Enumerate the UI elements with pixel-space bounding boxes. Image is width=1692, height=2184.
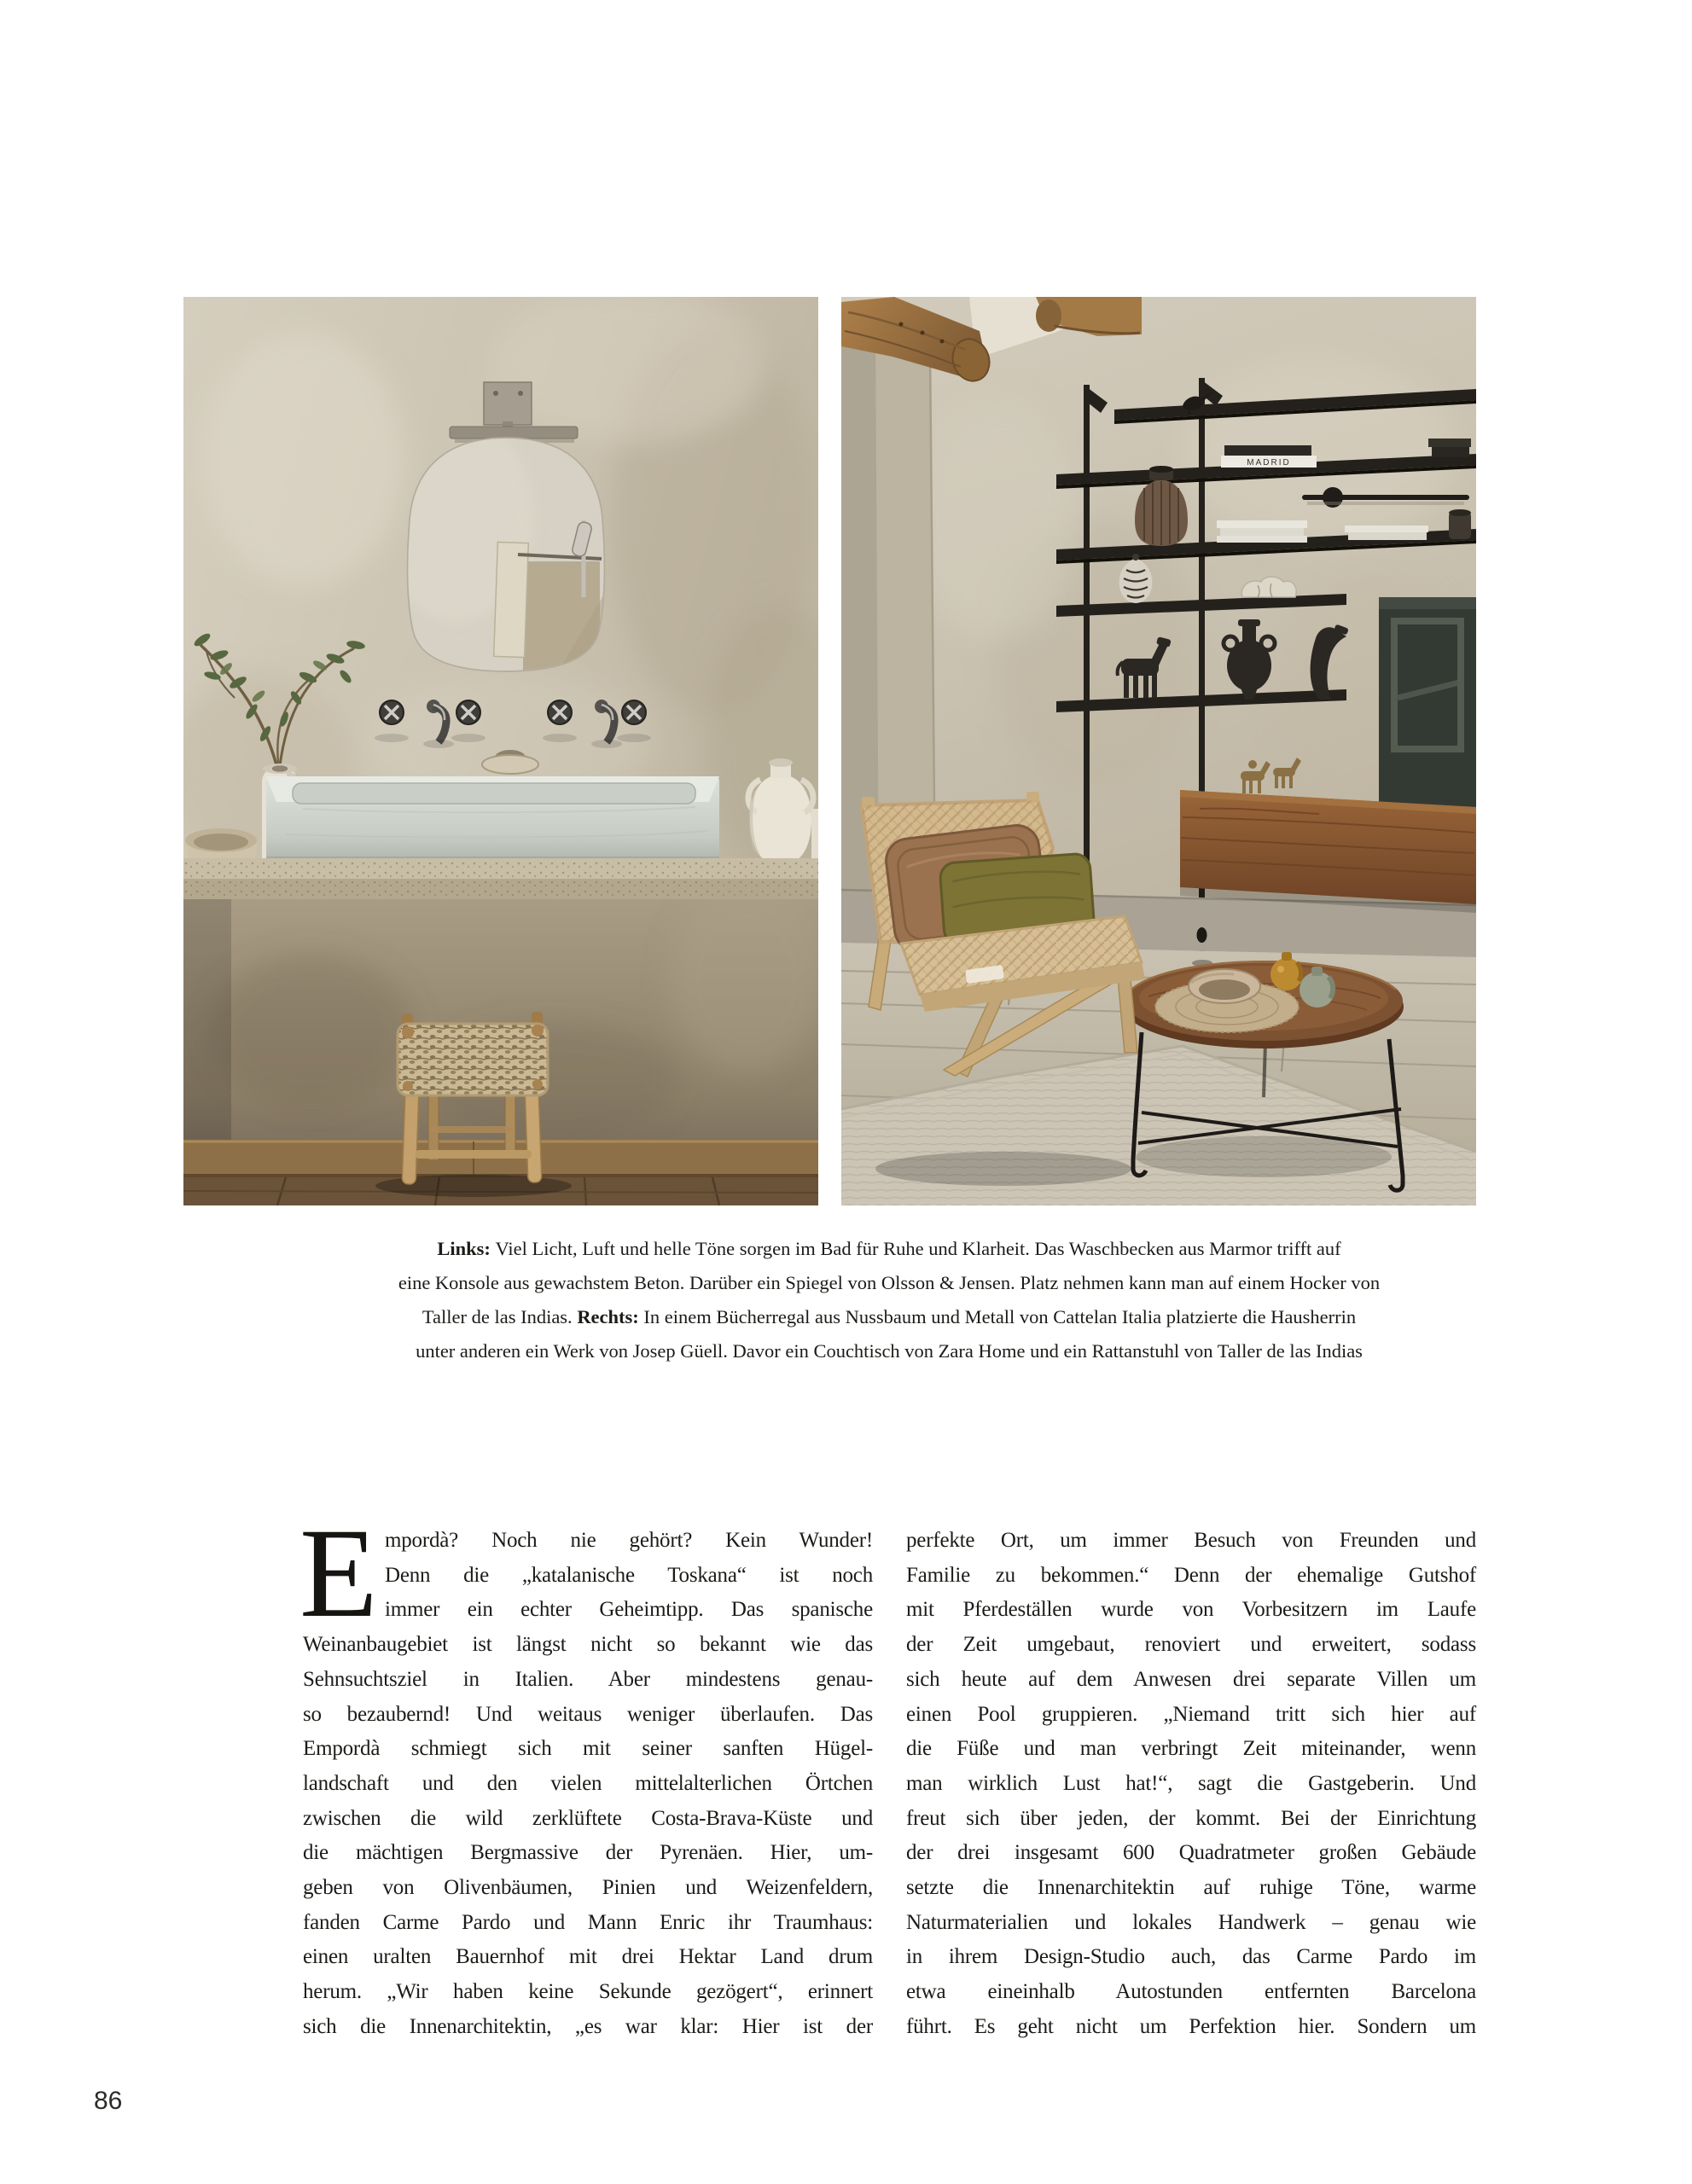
small-cup <box>1449 509 1471 539</box>
wall-artwork <box>1379 597 1476 807</box>
article-line: landschaft und den vielen mittelalterlichen Örtchen <box>303 1771 873 1795</box>
lower-wall <box>183 886 818 1147</box>
article-line: Weinanbaugebiet ist längst nicht so bekannt wie das <box>303 1633 873 1657</box>
article-line: der Zeit umgebaut, renoviert und erweitert, sodass <box>906 1633 1476 1657</box>
book-stack-dark <box>1428 439 1471 457</box>
photo-bathroom <box>183 297 818 1205</box>
article-line: sich heute auf dem Anwesen drei separate Villen um <box>906 1667 1476 1691</box>
article-line: perfekte Ort, um immer Besuch von Freunden und <box>906 1529 1476 1552</box>
article-line: mit Pferdeställen wurde von Vorbesitzern im Laufe <box>906 1598 1476 1622</box>
article-line: man wirklich Lust hat!“, sagt die Gastgeberin. Und <box>906 1771 1476 1795</box>
floating-sideboard <box>1180 790 1476 913</box>
article-line: Familie zu bekommen.“ Denn der ehemalige Gutshof <box>906 1563 1476 1587</box>
marble-sink <box>266 776 719 863</box>
article-line: herum. „Wir haben keine Sekunde gezögert“, erinnert <box>303 1980 873 2004</box>
article-line: setzte die Innenarchitektin auf ruhige Töne, warme <box>906 1876 1476 1900</box>
caption-line: Links: Viel Licht, Luft und helle Töne sorgen im Bad für Ruhe und Klarheit. Das Waschbecken aus Marmor trifft auf <box>437 1238 1341 1259</box>
article-line: die mächtigen Bergmassive der Pyrenäen. Hier, um- <box>303 1841 873 1865</box>
photo-caption <box>266 1232 1512 1368</box>
article-line: geben von Olivenbäumen, Pinien und Weizenfeldern, <box>303 1876 873 1900</box>
book-stack-white-1 <box>1217 520 1307 543</box>
page-number: 86 <box>94 2087 123 2115</box>
article-line: Naturmaterialien und lokales Handwerk – genau wie <box>906 1910 1476 1934</box>
article-column-left <box>299 1502 873 2045</box>
article-line: immer ein echter Geheimtipp. Das spanische <box>385 1598 873 1622</box>
article-line: der drei insgesamt 600 Quadratmeter großen Gebäude <box>906 1841 1476 1865</box>
wood-baseboard <box>183 1140 818 1179</box>
article-line: freut sich über jeden, der kommt. Bei der Einrichtung <box>906 1806 1476 1830</box>
article-line: mpordà? Noch nie gehört? Kein Wunder! <box>385 1529 873 1552</box>
article-line: etwa eineinhalb Autostunden entfernten Barcelona <box>906 1980 1476 2004</box>
book-madrid <box>1221 445 1317 468</box>
drop-cap: E <box>299 1502 378 1644</box>
svg-text:MADRID: MADRID <box>1247 458 1291 468</box>
article-line: Empordà schmiegt sich mit seiner sanften Hügel- <box>303 1737 873 1761</box>
caption-line: Taller de las Indias. Rechts: In einem Bücherregal aus Nussbaum und Metall von Cattelan Italia platzierte die Hausherrin <box>422 1306 1357 1327</box>
article-line: zwischen die wild zerklüftete Costa-Brava-Küste und <box>303 1806 873 1830</box>
article-line: die Füße und man verbringt Zeit miteinander, wenn <box>906 1737 1476 1761</box>
article-line: fanden Carme Pardo und Mann Enric ihr Traumhaus: <box>303 1910 873 1934</box>
photo-living-corner <box>841 297 1476 1205</box>
caption-line: eine Konsole aus gewachstem Beton. Darüber ein Spiegel von Olsson & Jensen. Platz nehmen kann man auf einem Hocker von <box>398 1272 1381 1293</box>
caption-line: unter anderen ein Werk von Josep Güell. Davor ein Couchtisch von Zara Home und ein Rattanstuhl von Taller de las Indias <box>416 1340 1363 1362</box>
ceiling-beam-right <box>1036 297 1142 336</box>
wood-bowl <box>1189 969 1260 1003</box>
article-line: sich die Innenarchitektin, „es war klar: Hier ist der <box>303 2014 873 2038</box>
article-line: in ihrem Design-Studio auch, das Carme Pardo im <box>906 1945 1476 1969</box>
article-column-right <box>906 1524 1476 2045</box>
article-line: einen Pool gruppieren. „Niemand tritt sich hier auf <box>906 1702 1476 1726</box>
article-line: Sehnsuchtsziel in Italien. Aber mindestens genau- <box>303 1667 873 1691</box>
article-line: einen uralten Bauernhof mit drei Hektar Land drum <box>303 1945 873 1969</box>
article-line: Denn die „katalanische Toskana“ ist noch <box>385 1563 873 1587</box>
article-line: führt. Es geht nicht um Perfektion hier. Sondern um <box>906 2014 1476 2038</box>
article-line: so bezaubernd! Und weitaus weniger überlaufen. Das <box>303 1702 873 1726</box>
book-stack-white-2 <box>1345 526 1428 540</box>
